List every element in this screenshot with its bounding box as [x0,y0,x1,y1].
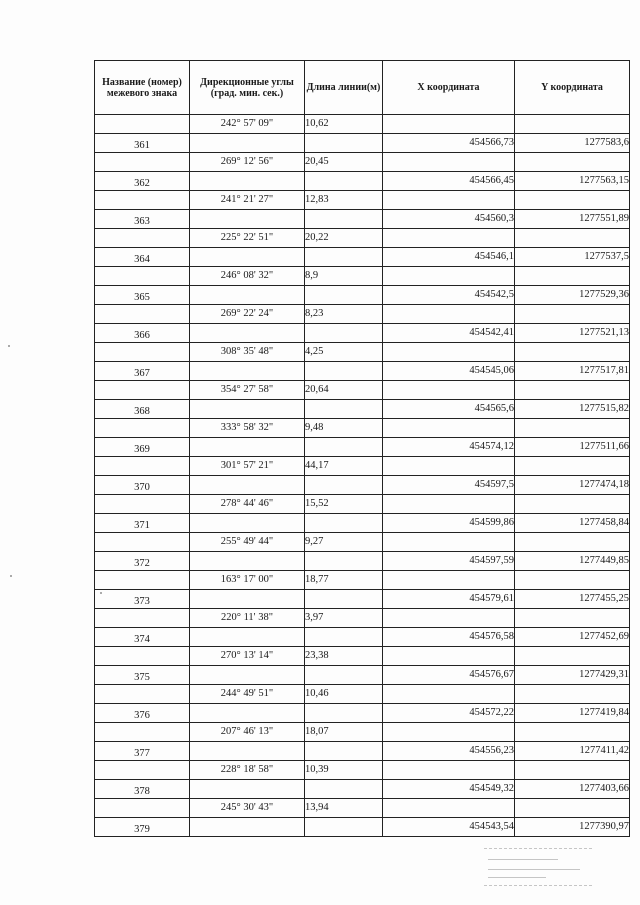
bearing-angle-cell: 225° 22' 51" [190,229,305,248]
marker-name-cell [95,153,190,172]
table-row [95,799,630,818]
marker-name-cell [95,533,190,552]
line-length-cell [305,666,383,685]
y-coordinate-cell [515,115,630,134]
y-coordinate-cell: 1277515,82 [515,400,630,419]
table-row [95,324,630,343]
x-coordinate-cell [383,229,515,248]
marker-name-cell: 365 [95,286,190,305]
line-length-cell [305,438,383,457]
table-row [95,153,630,172]
x-coordinate-cell: 454597,59 [383,552,515,571]
y-coordinate-cell [515,419,630,438]
marker-name-cell: 376 [95,704,190,723]
x-coordinate-cell [383,343,515,362]
bearing-angle-cell: 308° 35' 48" [190,343,305,362]
x-coordinate-cell: 454549,32 [383,780,515,799]
marker-name-cell: 368 [95,400,190,419]
table-row [95,685,630,704]
marker-name-cell: 373 [95,590,190,609]
line-length-cell: 3,97 [305,609,383,628]
table-header-row [95,61,630,115]
y-coordinate-cell: 1277390,97 [515,818,630,837]
boundary-coordinates-table [94,60,630,837]
table-row [95,362,630,381]
bearing-angle-cell: 354° 27' 58" [190,381,305,400]
bearing-angle-cell: 207° 46' 13" [190,723,305,742]
table-row [95,666,630,685]
y-coordinate-cell [515,799,630,818]
table-row [95,229,630,248]
bearing-angle-cell: 245° 30' 43" [190,799,305,818]
y-coordinate-cell: 1277517,81 [515,362,630,381]
marker-name-cell [95,495,190,514]
line-length-cell [305,514,383,533]
bearing-angle-cell [190,704,305,723]
table-body [95,115,630,837]
x-coordinate-cell [383,305,515,324]
x-coordinate-cell: 454545,06 [383,362,515,381]
x-coordinate-cell: 454566,73 [383,134,515,153]
marker-name-cell [95,685,190,704]
line-length-cell: 44,17 [305,457,383,476]
y-coordinate-cell [515,457,630,476]
table-row [95,628,630,647]
header-marker-name: Название (номер) межевого знака [95,61,190,115]
x-coordinate-cell: 454576,67 [383,666,515,685]
y-coordinate-cell: 1277583,6 [515,134,630,153]
line-length-cell: 15,52 [305,495,383,514]
table-row [95,761,630,780]
bearing-angle-cell [190,742,305,761]
y-coordinate-cell [515,343,630,362]
table-row [95,552,630,571]
scan-speck [8,345,10,347]
line-length-cell [305,704,383,723]
marker-name-cell [95,647,190,666]
bearing-angle-cell: 246° 08' 32" [190,267,305,286]
marker-name-cell: 375 [95,666,190,685]
x-coordinate-cell [383,609,515,628]
y-coordinate-cell: 1277511,66 [515,438,630,457]
scan-speck [100,592,102,594]
marker-name-cell: 377 [95,742,190,761]
bearing-angle-cell: 163° 17' 00" [190,571,305,590]
y-coordinate-cell [515,723,630,742]
marker-name-cell: 370 [95,476,190,495]
x-coordinate-cell: 454576,58 [383,628,515,647]
marker-name-cell: 361 [95,134,190,153]
marker-name-cell: 378 [95,780,190,799]
table-row [95,514,630,533]
line-length-cell [305,590,383,609]
bearing-angle-cell: 301° 57' 21" [190,457,305,476]
x-coordinate-cell: 454579,61 [383,590,515,609]
marker-name-cell [95,381,190,400]
y-coordinate-cell: 1277419,84 [515,704,630,723]
bearing-angle-cell [190,172,305,191]
line-length-cell [305,134,383,153]
line-length-cell: 20,22 [305,229,383,248]
bearing-angle-cell [190,666,305,685]
line-length-cell [305,628,383,647]
x-coordinate-cell: 454565,6 [383,400,515,419]
table-row [95,609,630,628]
table-row [95,400,630,419]
marker-name-cell [95,799,190,818]
marker-name-cell [95,723,190,742]
bearing-angle-cell [190,248,305,267]
line-length-cell [305,476,383,495]
line-length-cell: 10,62 [305,115,383,134]
line-length-cell [305,172,383,191]
line-length-cell: 9,48 [305,419,383,438]
x-coordinate-cell: 454560,3 [383,210,515,229]
y-coordinate-cell [515,609,630,628]
x-coordinate-cell [383,153,515,172]
marker-name-cell [95,305,190,324]
marker-name-cell: 363 [95,210,190,229]
bearing-angle-cell [190,514,305,533]
bearing-angle-cell [190,552,305,571]
marker-name-cell [95,761,190,780]
header-y-coordinate: Y координата [515,61,630,115]
line-length-cell [305,742,383,761]
table-row [95,818,630,837]
line-length-cell: 18,07 [305,723,383,742]
table-row [95,457,630,476]
marker-name-cell [95,343,190,362]
table-row [95,495,630,514]
bearing-angle-cell: 269° 22' 24" [190,305,305,324]
x-coordinate-cell [383,381,515,400]
x-coordinate-cell: 454597,5 [383,476,515,495]
line-length-cell: 4,25 [305,343,383,362]
line-length-cell [305,400,383,419]
line-length-cell [305,286,383,305]
x-coordinate-cell: 454599,86 [383,514,515,533]
x-coordinate-cell [383,799,515,818]
bearing-angle-cell: 220° 11' 38" [190,609,305,628]
table-row [95,381,630,400]
x-coordinate-cell [383,457,515,476]
line-length-cell: 13,94 [305,799,383,818]
x-coordinate-cell [383,533,515,552]
table-row [95,267,630,286]
line-length-cell: 12,83 [305,191,383,210]
table-row [95,191,630,210]
marker-name-cell: 371 [95,514,190,533]
marker-name-cell: 366 [95,324,190,343]
marker-name-cell [95,571,190,590]
y-coordinate-cell: 1277403,66 [515,780,630,799]
table-row [95,647,630,666]
bearing-angle-cell [190,324,305,343]
bearing-angle-cell [190,818,305,837]
x-coordinate-cell: 454566,45 [383,172,515,191]
x-coordinate-cell: 454542,41 [383,324,515,343]
x-coordinate-cell [383,495,515,514]
y-coordinate-cell: 1277529,36 [515,286,630,305]
marker-name-cell: 379 [95,818,190,837]
line-length-cell: 8,23 [305,305,383,324]
y-coordinate-cell [515,495,630,514]
table-row [95,742,630,761]
marker-name-cell [95,115,190,134]
marker-name-cell: 369 [95,438,190,457]
bearing-angle-cell [190,400,305,419]
y-coordinate-cell: 1277452,69 [515,628,630,647]
x-coordinate-cell: 454556,23 [383,742,515,761]
bearing-angle-cell: 241° 21' 27" [190,191,305,210]
x-coordinate-cell [383,723,515,742]
x-coordinate-cell: 454542,5 [383,286,515,305]
y-coordinate-cell [515,533,630,552]
line-length-cell: 23,38 [305,647,383,666]
line-length-cell: 9,27 [305,533,383,552]
y-coordinate-cell: 1277411,42 [515,742,630,761]
bearing-angle-cell: 333° 58' 32" [190,419,305,438]
table-row [95,305,630,324]
line-length-cell: 8,9 [305,267,383,286]
table-row [95,590,630,609]
header-bearing-angle: Дирекционные углы (град. мин. сек.) [190,61,305,115]
marker-name-cell: 364 [95,248,190,267]
table-row [95,533,630,552]
scan-speck [10,575,12,577]
bearing-angle-cell: 255° 49' 44" [190,533,305,552]
line-length-cell: 20,64 [305,381,383,400]
line-length-cell: 10,46 [305,685,383,704]
table-row [95,419,630,438]
marker-name-cell [95,229,190,248]
bearing-angle-cell [190,362,305,381]
y-coordinate-cell [515,685,630,704]
marker-name-cell: 367 [95,362,190,381]
line-length-cell [305,362,383,381]
line-length-cell: 20,45 [305,153,383,172]
bearing-angle-cell: 270° 13' 14" [190,647,305,666]
marker-name-cell: 362 [95,172,190,191]
table-row [95,438,630,457]
x-coordinate-cell [383,761,515,780]
bearing-angle-cell: 228° 18' 58" [190,761,305,780]
line-length-cell [305,210,383,229]
line-length-cell [305,248,383,267]
y-coordinate-cell: 1277474,18 [515,476,630,495]
marker-name-cell [95,457,190,476]
y-coordinate-cell [515,761,630,780]
table-row [95,115,630,134]
table-row [95,134,630,153]
y-coordinate-cell: 1277537,5 [515,248,630,267]
bearing-angle-cell [190,134,305,153]
bearing-angle-cell [190,210,305,229]
bearing-angle-cell [190,590,305,609]
y-coordinate-cell [515,267,630,286]
line-length-cell [305,818,383,837]
marker-name-cell [95,609,190,628]
bearing-angle-cell: 269° 12' 56" [190,153,305,172]
bearing-angle-cell [190,628,305,647]
table-row [95,210,630,229]
table-row [95,704,630,723]
y-coordinate-cell: 1277563,15 [515,172,630,191]
table-row [95,476,630,495]
marker-name-cell [95,419,190,438]
marker-name-cell: 374 [95,628,190,647]
bearing-angle-cell [190,286,305,305]
line-length-cell [305,324,383,343]
bearing-angle-cell: 242° 57' 09" [190,115,305,134]
y-coordinate-cell: 1277449,85 [515,552,630,571]
table-row [95,343,630,362]
bearing-angle-cell [190,780,305,799]
header-line-length: Длина линии(м) [305,61,383,115]
x-coordinate-cell [383,115,515,134]
bearing-angle-cell [190,476,305,495]
x-coordinate-cell: 454572,22 [383,704,515,723]
bearing-angle-cell: 244° 49' 51" [190,685,305,704]
marker-name-cell: 372 [95,552,190,571]
line-length-cell: 10,39 [305,761,383,780]
bearing-angle-cell [190,438,305,457]
y-coordinate-cell [515,571,630,590]
table-row [95,172,630,191]
x-coordinate-cell [383,685,515,704]
y-coordinate-cell: 1277458,84 [515,514,630,533]
y-coordinate-cell [515,647,630,666]
y-coordinate-cell [515,191,630,210]
x-coordinate-cell: 454543,54 [383,818,515,837]
x-coordinate-cell: 454574,12 [383,438,515,457]
table-row [95,248,630,267]
line-length-cell [305,780,383,799]
marker-name-cell [95,191,190,210]
y-coordinate-cell [515,305,630,324]
y-coordinate-cell: 1277429,31 [515,666,630,685]
x-coordinate-cell [383,647,515,666]
bearing-angle-cell: 278° 44' 46" [190,495,305,514]
table-row [95,780,630,799]
table-row [95,723,630,742]
stamp-mark [484,848,592,886]
x-coordinate-cell [383,571,515,590]
y-coordinate-cell [515,153,630,172]
line-length-cell [305,552,383,571]
y-coordinate-cell [515,381,630,400]
line-length-cell: 18,77 [305,571,383,590]
marker-name-cell [95,267,190,286]
x-coordinate-cell [383,267,515,286]
y-coordinate-cell: 1277455,25 [515,590,630,609]
x-coordinate-cell: 454546,1 [383,248,515,267]
header-x-coordinate: X координата [383,61,515,115]
y-coordinate-cell [515,229,630,248]
x-coordinate-cell [383,191,515,210]
x-coordinate-cell [383,419,515,438]
y-coordinate-cell: 1277551,89 [515,210,630,229]
table-row [95,286,630,305]
y-coordinate-cell: 1277521,13 [515,324,630,343]
table-row [95,571,630,590]
